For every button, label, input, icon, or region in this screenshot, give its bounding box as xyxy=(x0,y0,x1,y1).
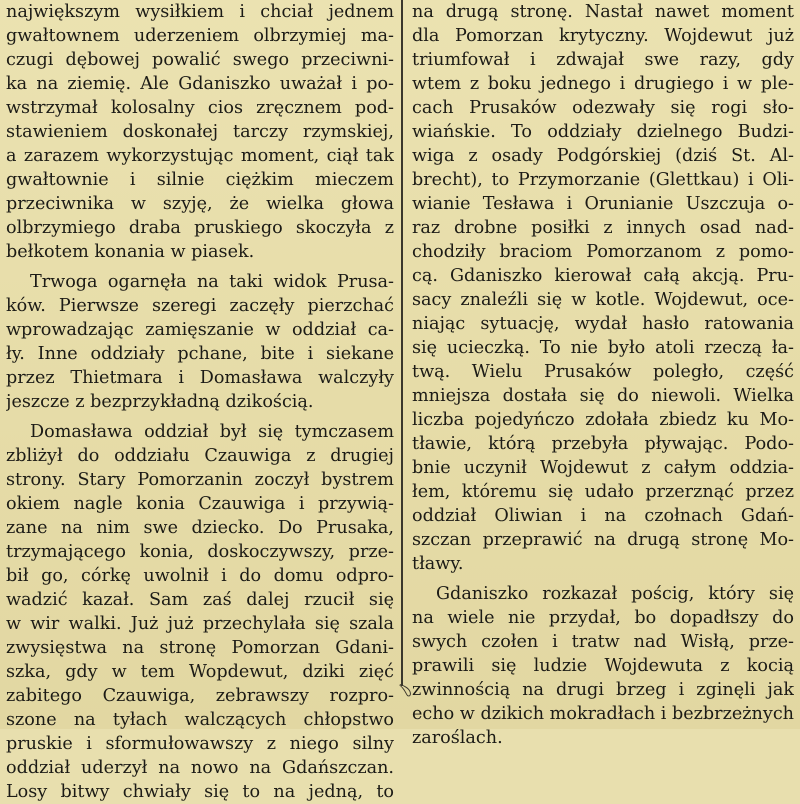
text-line: czugi dębowej powalić swego przeciwni- xyxy=(6,50,394,70)
text-line: raz drobne posiłki z innych osad nad- xyxy=(412,218,794,238)
text-line: bił go, córkę uwolnił i do domu odpro- xyxy=(6,566,394,586)
text-line: łem, któremu się udało przerznąć przez xyxy=(412,482,794,502)
text-line: dla Pomorzan krytyczny. Wojdewut już xyxy=(412,26,794,46)
text-line: oddział Oliwian i na czołnach Gdań- xyxy=(412,506,794,526)
text-line: zabitego Czauwiga, zebrawszy rozpro- xyxy=(6,686,394,706)
text-line: ka na ziemię. Ale Gdaniszko uważał i po- xyxy=(6,74,394,94)
paragraph xyxy=(6,0,394,264)
text-line: największym wysiłkiem i chciał jednem xyxy=(6,2,394,22)
text-line: wianie Tesława i Orunianie Uszczuja o- xyxy=(412,194,794,214)
text-line: strony. Stary Pomorzanin zoczył bystrem xyxy=(6,470,394,490)
text-line: wiga z osady Podgórskiej (dziś St. Al- xyxy=(412,146,794,166)
text-line: niając sytuację, wydał hasło ratowania xyxy=(412,314,794,334)
text-line: zbliżył do oddziału Czauwiga z drugiej xyxy=(6,446,394,466)
text-line: bnie uczynił Wojdewut z całym oddzia- xyxy=(412,458,794,478)
column-divider-end-mark: ﹆ xyxy=(396,681,414,702)
right-column-text xyxy=(412,0,794,750)
text-line: cą. Gdaniszko kierował całą akcją. Pru- xyxy=(412,266,794,286)
text-line: przeciwnika w szyję, że wielka głowa xyxy=(6,194,394,214)
text-line: szczan przeprawić na drugą stronę Mo- xyxy=(412,530,794,550)
text-line: echo w dzikich mokradłach i bezbrzeżnych xyxy=(412,704,794,724)
text-line: w wir walki. Już już przechylała się szala xyxy=(6,614,394,634)
text-line: stawieniem doskonałej tarczy rzymskiej, xyxy=(6,122,394,142)
text-line: Domasława oddział był się tymczasem xyxy=(30,422,394,442)
text-line: się ucieczką. To nie było atoli rzeczą ła- xyxy=(412,338,794,358)
right-column xyxy=(412,0,794,750)
paragraph xyxy=(6,420,394,804)
text-line: chodziły braciom Pomorzanom z pomo- xyxy=(412,242,794,262)
text-line: szone na tyłach walczących chłopstwo xyxy=(6,710,394,730)
text-line: zwysięstwa na stronę Pomorzan Gdani- xyxy=(6,638,394,658)
text-line: brecht), to Przymorzanie (Glettkau) i Oli- xyxy=(412,170,794,190)
text-line: szka, gdy w tem Wopdewut, dziki zięć xyxy=(6,662,394,682)
text-line: okiem nagle konia Czauwiga i przywią- xyxy=(6,494,394,514)
text-line: tławy. xyxy=(412,554,464,574)
left-column xyxy=(6,0,394,804)
text-line: twą. Wielu Prusaków poległo, część xyxy=(412,362,794,382)
text-line: sacy znaleźli się w kotle. Wojdewut, oce- xyxy=(412,290,794,310)
text-line: na drugą stronę. Nastał nawet moment xyxy=(412,2,794,22)
left-column-text xyxy=(6,0,394,804)
text-line: ły. Inne oddziały pchane, bite i siekane xyxy=(6,344,394,364)
paragraph xyxy=(412,0,794,576)
text-line: swych czołen i tratw nad Wisłą, prze- xyxy=(412,632,794,652)
text-line: mniejsza dostała się do niewoli. Wielka xyxy=(412,386,794,406)
text-line: wiańskie. To oddziały dzielnego Budzi- xyxy=(412,122,794,142)
text-line: olbrzymiego draba pruskiego skoczyła z xyxy=(6,218,394,238)
text-line: przez Thietmara i Domasława walczyły xyxy=(6,368,394,388)
text-line: trzymającego konia, doskoczywszy, prze- xyxy=(6,542,394,562)
text-line: tławie, którą przebyła pływając. Podo- xyxy=(412,434,794,454)
text-line: jeszcze z bezprzykładną dzikością. xyxy=(6,392,314,412)
paragraph xyxy=(412,582,794,750)
text-line: zwinnością na drugi brzeg i zginęli jak xyxy=(412,680,794,700)
text-line: wstrzymał kolosalny cios zręcznem pod- xyxy=(6,98,394,118)
text-line: wprowadzając zamięszanie w oddział ca- xyxy=(6,320,394,340)
text-line: bełkotem konania w piasek. xyxy=(6,242,255,262)
text-line: wtem z boku jednego i drugiego i w ple- xyxy=(412,74,794,94)
text-line: Gdaniszko rozkazał pościg, który się xyxy=(436,584,794,604)
text-line: zane na nim swe dziecko. Do Prusaka, xyxy=(6,518,394,538)
text-line: na wiele nie przydał, bo dopadłszy do xyxy=(412,608,794,628)
text-line: Losy bitwy chwiały się to na jedną, to xyxy=(6,782,394,802)
text-line: pruskie i sformułowawszy z niego silny xyxy=(6,734,394,754)
text-line: triumfował i zdwajał swe razy, gdy xyxy=(412,50,794,70)
text-line: Trwoga ogarnęła na taki widok Prusa- xyxy=(30,272,394,292)
text-line: a zarazem wykorzystując moment, ciął tak xyxy=(6,146,394,166)
column-divider xyxy=(401,0,403,686)
text-line: zaroślach. xyxy=(412,728,503,748)
text-line: liczba pojedyńczo zdołała zbiedz ku Mo- xyxy=(412,410,794,430)
paragraph xyxy=(6,270,394,414)
text-line: gwałtownem uderzeniem olbrzymiej ma- xyxy=(6,26,394,46)
text-line: prawili się ludzie Wojdewuta z kocią xyxy=(412,656,794,676)
text-line: wadzić kazał. Sam zaś dalej rzucił się xyxy=(6,590,394,610)
text-line: gwałtownie i silnie ciężkim mieczem xyxy=(6,170,394,190)
text-line: oddział uderzył na nowo na Gdańszczan. xyxy=(6,758,394,778)
text-line: ków. Pierwsze szeregi zaczęły pierzchać xyxy=(6,296,394,316)
text-line: cach Prusaków odezwały się rogi sło- xyxy=(412,98,794,118)
